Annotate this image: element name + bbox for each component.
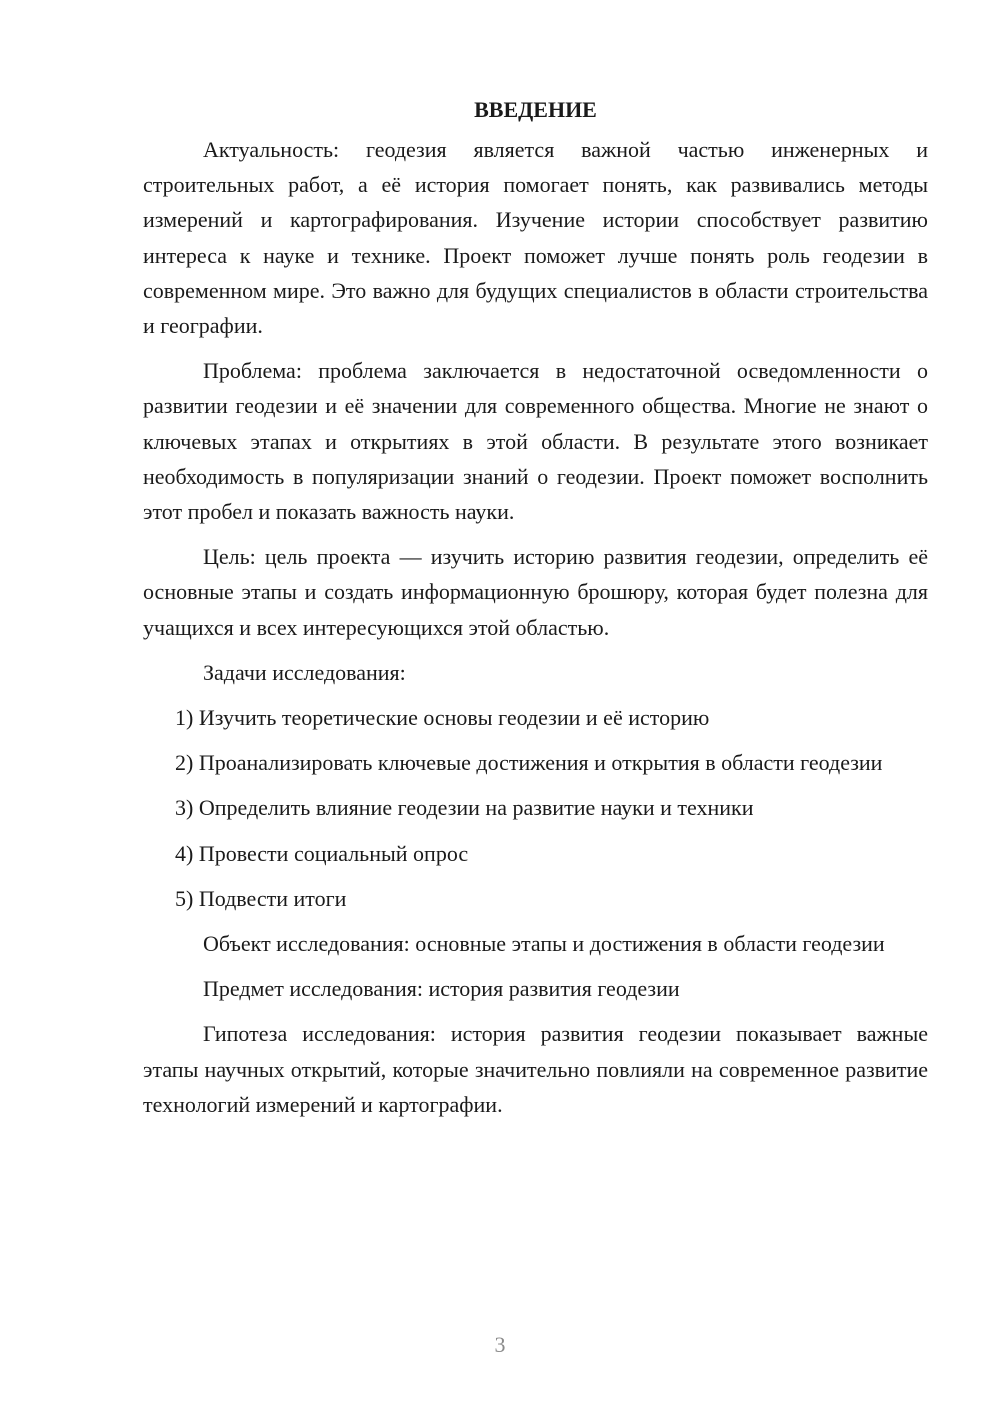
object-paragraph: Объект исследования: основные этапы и достижения в области геодезии bbox=[203, 931, 885, 957]
task-item: 5) Подвести итоги bbox=[175, 885, 347, 911]
goal-paragraph: Цель: цель проекта — изучить историю развития геодезии, определить её основные этапы и создать информационную брошюру, которая будет полезна для учащихся и всех интересующихся этой областью. bbox=[143, 544, 928, 640]
document-page bbox=[143, 92, 928, 1132]
page-title: ВВЕДЕНИЕ bbox=[474, 97, 597, 122]
task-item: 3) Определить влияние геодезии на развитие науки и техники bbox=[175, 795, 754, 821]
page-number: 3 bbox=[494, 1332, 506, 1357]
relevance-paragraph: Актуальность: геодезия является важной частью инженерных и строительных работ, а её история помогает понять, как развивались методы измерений и картографирования. Изучение истории способствует развитию интереса к науке и технике. Проект поможет лучше понять роль геодезии в современном мире. Это важно для будущих специалистов в области строительства и географии. bbox=[143, 137, 928, 339]
tasks-heading: Задачи исследования: bbox=[203, 659, 406, 685]
task-item: 4) Провести социальный опрос bbox=[175, 840, 469, 866]
subject-paragraph: Предмет исследования: история развития геодезии bbox=[203, 976, 680, 1002]
problem-paragraph: Проблема: проблема заключается в недостаточной осведомленности о развитии геодезии и её значении для современного общества. Многие не знают о ключевых этапах и открытиях в этой области. В результате этого возникает необходимость в популяризации знаний о геодезии. Проект поможет восполнить этот пробел и показать важность науки. bbox=[143, 358, 928, 525]
hypothesis-paragraph: Гипотеза исследования: история развития геодезии показывает важные этапы научных открытий, которые значительно повлияли на современное развитие технологий измерений и картографии. bbox=[143, 1021, 928, 1117]
task-item: 2) Проанализировать ключевые достижения и открытия в области геодезии bbox=[175, 750, 883, 776]
task-item: 1) Изучить теоретические основы геодезии и её историю bbox=[175, 705, 710, 731]
